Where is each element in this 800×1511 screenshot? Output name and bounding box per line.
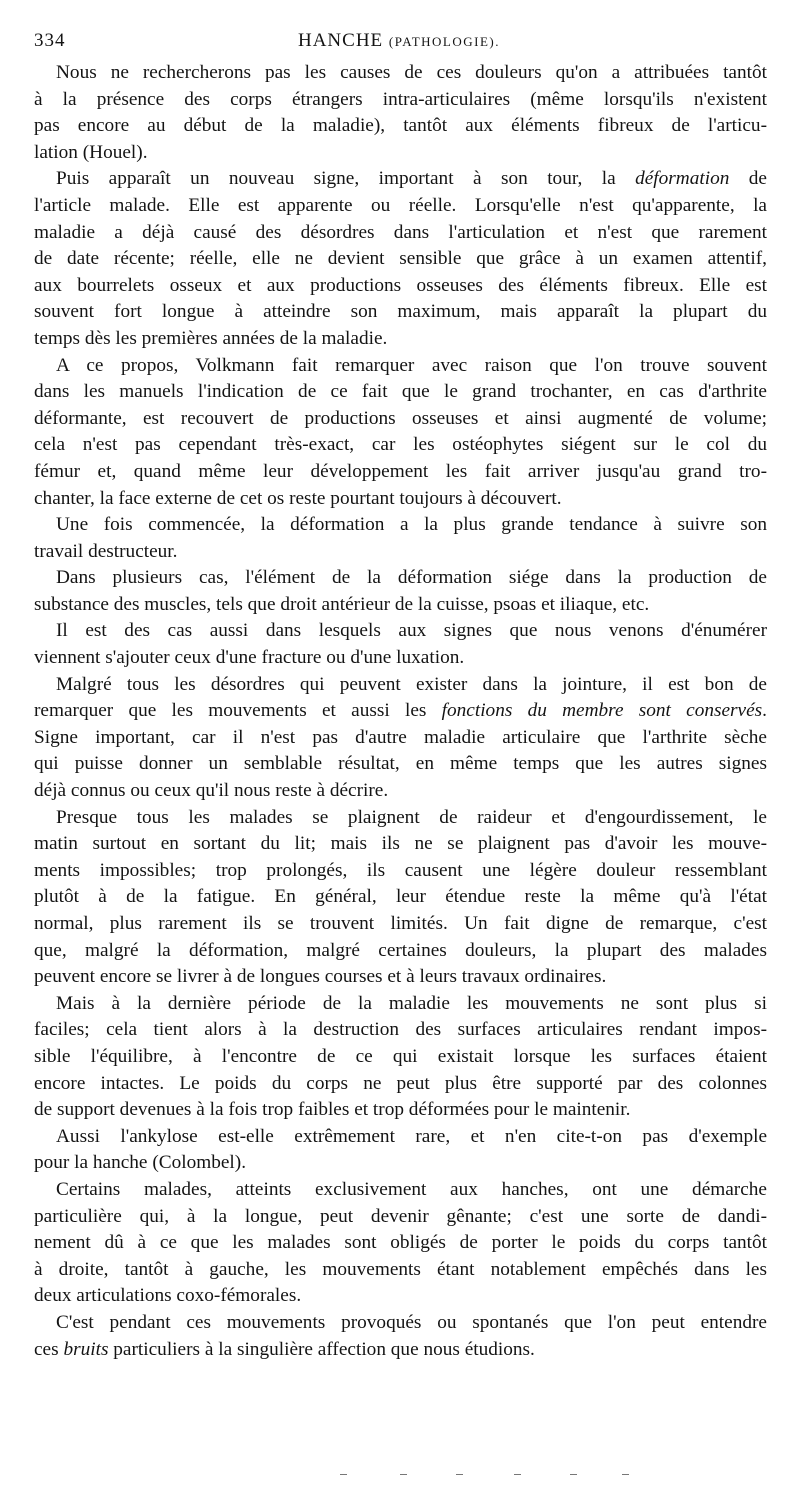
text-line: Malgré tous les désordres qui peuvent exister dans la jointure, il est bon de xyxy=(56,673,767,695)
text-line: Puis apparaît un nouveau signe, important à son tour, la déformation de xyxy=(56,168,767,190)
text-line: Il est des cas aussi dans lesquels aux signes que nous venons d'énumérer xyxy=(56,620,767,642)
text-line: à droite, tantôt à gauche, les mouvements étant notablement empêchés dans les xyxy=(34,1258,767,1280)
paragraph xyxy=(34,565,767,618)
emphasis: bruits xyxy=(63,1338,109,1360)
paragraph xyxy=(34,1310,767,1363)
text-line: maladie a déjà causé des désordres dans l'articulation et n'est que rarement xyxy=(34,221,767,243)
text-line: pour la hanche (Colombel). xyxy=(34,1152,247,1174)
running-head-title: HANCHE xyxy=(297,30,384,51)
text-line: dans les manuels l'indication de ce fait que le grand trochanter, en cas d'arthrite xyxy=(34,381,767,403)
footer-rule xyxy=(340,1474,660,1484)
paragraph xyxy=(34,166,767,352)
emphasis: déformation xyxy=(635,168,730,190)
text-line: faciles; cela tient alors à la destruction des surfaces articulaires rendant impos- xyxy=(34,1019,767,1041)
text-line: matin surtout en sortant du lit; mais ils ne se plaignent pas d'avoir les mouve- xyxy=(34,833,767,855)
paragraph xyxy=(34,1177,767,1310)
body-text xyxy=(34,60,767,1363)
text-line: normal, plus rarement ils se trouvent limités. Un fait digne de remarque, c'est xyxy=(34,913,767,934)
text-line: particulière qui, à la longue, peut devenir gênante; c'est une sorte de dandi- xyxy=(34,1205,767,1227)
text-line: chanter, la face externe de cet os reste pourtant toujours à découvert. xyxy=(34,487,562,509)
text-line: travail destructeur. xyxy=(34,540,178,562)
text-line: ces bruits particuliers à la singulière affection que nous étudions. xyxy=(34,1338,535,1360)
emphasis: fonctions du membre sont conservés xyxy=(441,700,763,722)
text-line: de support devenues à la fois trop faibles et trop déformées pour le maintenir. xyxy=(34,1099,631,1121)
text-line: Dans plusieurs cas, l'élément de la déformation siége dans la production de xyxy=(56,567,767,589)
paragraph xyxy=(34,805,767,991)
text-line: Certains malades, atteints exclusivement aux hanches, ont une démarche xyxy=(56,1178,767,1200)
text-line: Aussi l'ankylose est-elle extrêmement rare, et n'en cite-t-on pas d'exemple xyxy=(56,1125,767,1147)
text-line: nement dû à ce que les malades sont obligés de porter le poids du corps tantôt xyxy=(34,1232,767,1254)
text-line: de date récente; réelle, elle ne devient sensible que grâce à un examen attentif, xyxy=(34,248,767,270)
paragraph xyxy=(34,618,767,671)
text-line: viennent s'ajouter ceux d'une fracture ou d'une luxation. xyxy=(34,647,465,669)
text-line: plutôt à de la fatigue. En général, leur étendue reste la même qu'à l'état xyxy=(34,886,767,908)
text-line: deux articulations coxo-fémorales. xyxy=(34,1285,302,1307)
text-line: souvent fort longue à atteindre son maximum, mais apparaît la plupart du xyxy=(34,301,767,323)
text-line: ments impossibles; trop prolongés, ils causent une légère douleur ressemblant xyxy=(34,859,767,881)
running-head xyxy=(34,30,764,52)
text-line: encore intactes. Le poids du corps ne peut plus être supporté par des colonnes xyxy=(34,1072,767,1094)
paragraph xyxy=(34,991,767,1124)
paragraph xyxy=(34,353,767,513)
text-line: peuvent encore se livrer à de longues courses et à leurs travaux ordinaires. xyxy=(34,966,607,988)
text-line: cela n'est pas cependant très-exact, car les ostéophytes siégent sur le col du xyxy=(34,434,767,456)
paragraph xyxy=(34,672,767,805)
text-line: Signe important, car il n'est pas d'autre maladie articulaire que l'arthrite sèche xyxy=(34,726,767,748)
paragraph xyxy=(34,512,767,565)
text-line: Mais à la dernière période de la maladie les mouvements ne sont plus si xyxy=(56,992,767,1014)
text-line: aux bourrelets osseux et aux productions osseuses des éléments fibreux. Elle est xyxy=(34,274,767,296)
page-number: 334 xyxy=(34,30,66,51)
paragraph xyxy=(34,60,767,166)
text-line: à la présence des corps étrangers intra-articulaires (même lorsqu'ils n'existent xyxy=(34,88,767,110)
text-line: remarquer que les mouvements et aussi les fonctions du membre sont conservés. xyxy=(34,700,767,722)
paragraph xyxy=(34,1124,767,1177)
text-line: que, malgré la déformation, malgré certaines douleurs, la plupart des malades xyxy=(34,939,767,961)
text-line: substance des muscles, tels que droit antérieur de la cuisse, psoas et iliaque, etc. xyxy=(34,593,650,615)
text-line: lation (Houel). xyxy=(34,141,148,163)
text-line: pas encore au début de la maladie), tantôt aux éléments fibreux de l'articu- xyxy=(34,115,767,137)
text-line: qui puisse donner un semblable résultat, en même temps que les autres signes xyxy=(34,753,767,775)
text-line: fémur et, quand même leur développement les fait arriver jusqu'au grand tro- xyxy=(34,460,767,482)
text-line: Presque tous les malades se plaignent de raideur et d'engourdissement, le xyxy=(56,806,767,828)
text-line: temps dès les premières années de la maladie. xyxy=(34,327,388,349)
text-line: A ce propos, Volkmann fait remarquer avec raison que l'on trouve souvent xyxy=(56,354,767,376)
text-line: Nous ne rechercherons pas les causes de ces douleurs qu'on a attribuées tantôt xyxy=(56,62,767,83)
page-header xyxy=(34,28,764,56)
text-line: déjà connus ou ceux qu'il nous reste à décrire. xyxy=(34,780,389,802)
running-head-subtitle: (PATHOLOGIE). xyxy=(388,34,501,49)
text-line: déformante, est recouvert de productions osseuses et ainsi augmenté de volume; xyxy=(34,407,767,429)
text-line: C'est pendant ces mouvements provoqués ou spontanés que l'on peut entendre xyxy=(56,1311,767,1333)
text-line: sible l'équilibre, à l'encontre de ce qui existait lorsque les surfaces étaient xyxy=(34,1045,767,1067)
text-line: l'article malade. Elle est apparente ou réelle. Lorsqu'elle n'est qu'apparente, la xyxy=(34,194,767,216)
text-line: Une fois commencée, la déformation a la plus grande tendance à suivre son xyxy=(56,514,767,536)
